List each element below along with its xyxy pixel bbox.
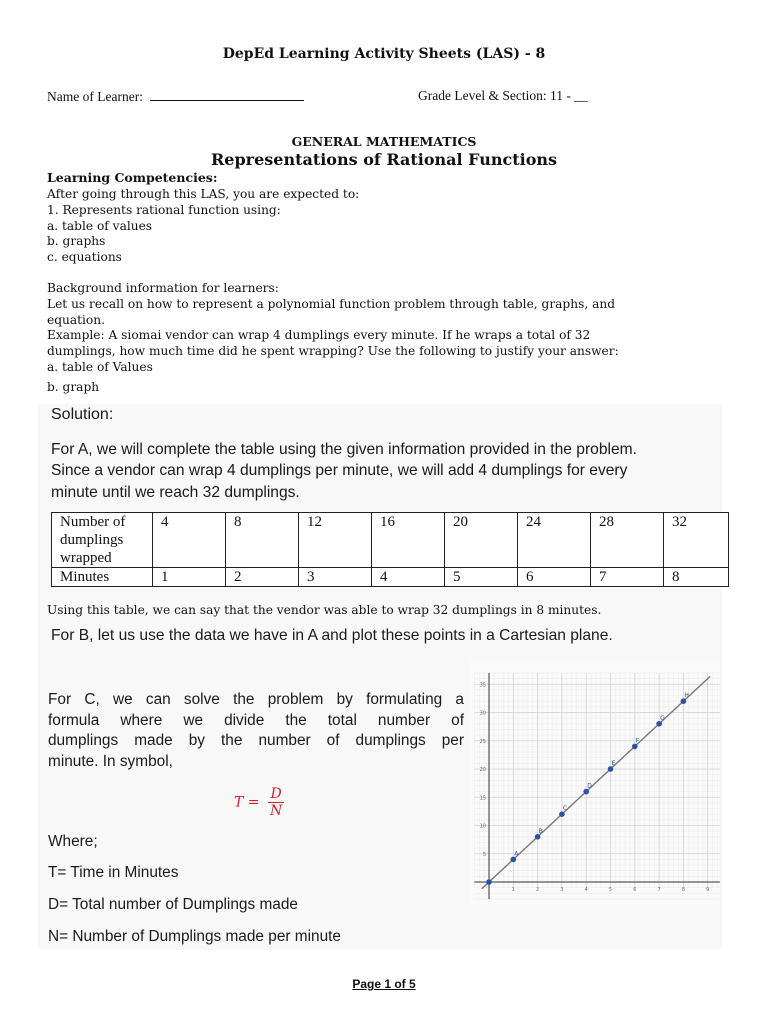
x-tick-label: 9 bbox=[706, 887, 710, 893]
competency-line: After going through this LAS, you are expected to: bbox=[47, 187, 360, 201]
y-tick-label: 30 bbox=[479, 710, 486, 717]
cartesian-graph bbox=[470, 660, 720, 905]
x-tick-label: 2 bbox=[536, 887, 540, 893]
table-row-label: Minutes bbox=[52, 568, 153, 587]
x-tick-label: 7 bbox=[657, 887, 661, 893]
data-point bbox=[486, 879, 492, 885]
table-cell: 20 bbox=[445, 513, 518, 568]
table-row bbox=[52, 568, 729, 587]
x-tick-label: 8 bbox=[681, 887, 685, 893]
data-point bbox=[583, 789, 589, 795]
table-cell: 3 bbox=[299, 568, 372, 587]
part-c-text bbox=[48, 690, 464, 773]
y-tick-label: 15 bbox=[479, 795, 486, 802]
competency-line: c. equations bbox=[47, 250, 122, 265]
background-line: dumplings, how much time did he spent wrapping? Use the following to justify your answer: bbox=[47, 344, 619, 359]
background-line: Background information for learners: bbox=[47, 281, 279, 295]
y-tick-label: 20 bbox=[479, 767, 486, 773]
table-cell: 16 bbox=[372, 513, 445, 568]
definition-n: N= Number of Dumplings made per minute bbox=[48, 928, 341, 945]
learner-name-blank[interactable] bbox=[150, 88, 304, 101]
background-line: Example: A siomai vendor can wrap 4 dumplings every minute. If he wraps a total of 32 bbox=[47, 328, 591, 343]
page-number: Page 1 of 5 bbox=[352, 977, 416, 991]
y-tick-label: 5 bbox=[482, 851, 486, 858]
document-title: DepEd Learning Activity Sheets (LAS) - 8 bbox=[222, 46, 546, 62]
y-tick-label: 10 bbox=[479, 823, 486, 830]
table-cell: 32 bbox=[664, 513, 729, 568]
table-cell: 12 bbox=[299, 513, 372, 568]
background-line: equation. bbox=[47, 312, 105, 327]
table-cell: 5 bbox=[445, 568, 518, 587]
competencies-list bbox=[47, 187, 727, 266]
competencies-heading: Learning Competencies: bbox=[47, 170, 218, 185]
competency-line: a. table of values bbox=[47, 218, 153, 233]
data-point bbox=[656, 721, 662, 727]
background-line: Let us recall on how to represent a polynomial function problem through table, graphs, and bbox=[47, 296, 615, 311]
formula-fraction bbox=[268, 786, 284, 819]
part-b-text: For B, let us use the data we have in A and plot these points in a Cartesian plane. bbox=[51, 627, 613, 644]
part-a-line: Since a vendor can wrap 4 dumplings per minute, we will add 4 dumplings for every bbox=[51, 462, 628, 480]
x-tick-label: 4 bbox=[584, 887, 588, 893]
point-label: C bbox=[562, 805, 568, 813]
part-c-line: dumplings made by the number of dumplings per bbox=[48, 732, 464, 750]
table-cell: 6 bbox=[518, 568, 591, 587]
y-tick-label: 25 bbox=[479, 738, 486, 745]
part-a-line: minute until we reach 32 dumplings. bbox=[51, 483, 300, 501]
data-point bbox=[511, 857, 517, 863]
background-info bbox=[47, 281, 727, 396]
table-cell: 8 bbox=[664, 568, 729, 587]
point-label: H bbox=[684, 692, 689, 700]
x-tick-label: 1 bbox=[511, 887, 515, 893]
table-note: Using this table, we can say that the vendor was able to wrap 32 dumplings in 8 minutes. bbox=[47, 603, 602, 617]
data-point bbox=[559, 811, 565, 817]
table-cell: 2 bbox=[226, 568, 299, 587]
definition-d: D= Total number of Dumplings made bbox=[48, 896, 298, 913]
point-label: D bbox=[587, 782, 592, 790]
data-point bbox=[535, 834, 541, 840]
x-tick-label: 5 bbox=[608, 887, 613, 893]
table-cell: 4 bbox=[153, 513, 226, 568]
x-tick-label: 3 bbox=[560, 887, 564, 893]
point-label: G bbox=[660, 714, 665, 722]
grade-section-line: Grade Level & Section: 11 - __ bbox=[418, 88, 588, 103]
table-row-label: Number of dumplings wrapped bbox=[52, 513, 153, 568]
data-point bbox=[632, 744, 638, 750]
point-label: F bbox=[635, 737, 640, 745]
formula-denominator: N bbox=[269, 803, 283, 819]
formula-lhs: T = bbox=[234, 794, 260, 811]
table-cell: 28 bbox=[591, 513, 664, 568]
part-c-line: For C, we can solve the problem by formulating a bbox=[48, 691, 464, 708]
background-line: b. graph bbox=[47, 379, 100, 394]
values-table bbox=[51, 512, 729, 587]
learner-name-label: Name of Learner: bbox=[47, 89, 143, 104]
formula bbox=[234, 786, 284, 819]
table-cell: 24 bbox=[518, 513, 591, 568]
table-cell: 8 bbox=[226, 513, 299, 568]
competency-line: b. graphs bbox=[47, 234, 106, 249]
x-tick-label: 6 bbox=[633, 887, 637, 893]
formula-numerator: D bbox=[268, 786, 284, 803]
point-label: B bbox=[538, 827, 543, 835]
table-cell: 4 bbox=[372, 568, 445, 587]
part-a-text bbox=[51, 439, 731, 503]
background-line: a. table of Values bbox=[47, 359, 153, 374]
table-cell: 7 bbox=[591, 568, 664, 587]
point-label: A bbox=[514, 850, 519, 858]
part-c-line: minute. In symbol, bbox=[48, 753, 173, 771]
table-cell: 1 bbox=[153, 568, 226, 587]
data-point bbox=[681, 698, 687, 704]
solution-title: Solution: bbox=[51, 406, 114, 423]
y-tick-label: 35 bbox=[479, 682, 486, 689]
data-point bbox=[608, 766, 614, 772]
part-c-line: formula where we divide the total number of bbox=[48, 711, 464, 729]
subject-heading: GENERAL MATHEMATICS bbox=[291, 134, 477, 149]
topic-heading: Representations of Rational Functions bbox=[210, 150, 557, 169]
where-label: Where; bbox=[48, 833, 98, 850]
point-label: E bbox=[611, 760, 616, 767]
learner-name-line bbox=[47, 88, 304, 105]
competency-line: 1. Represents rational function using: bbox=[47, 202, 281, 217]
table-row bbox=[52, 513, 729, 568]
part-a-line: For A, we will complete the table using the given information provided in the problem. bbox=[51, 441, 637, 458]
definition-t: T= Time in Minutes bbox=[48, 864, 179, 881]
